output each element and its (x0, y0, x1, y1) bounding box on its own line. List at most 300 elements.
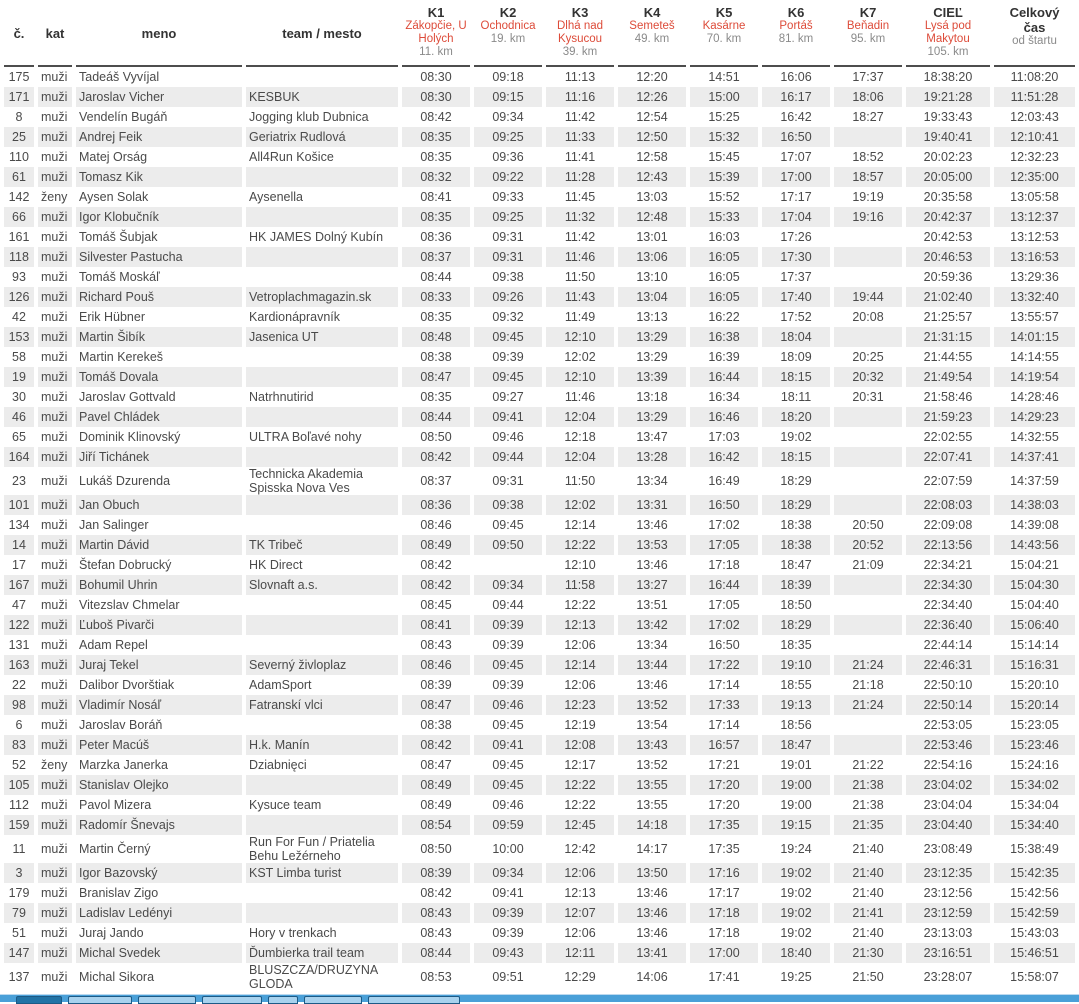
cell-total: 14:39:08 (1010, 518, 1059, 532)
cell-k1: 08:44 (420, 270, 452, 284)
cell-category: muži (41, 270, 68, 284)
cell-k2: 09:46 (492, 430, 524, 444)
cell-category: muži (38, 655, 72, 675)
result-row (4, 515, 1075, 535)
cell-k4: 12:54 (636, 110, 668, 124)
cell-k7 (834, 635, 902, 655)
cell-team (246, 775, 398, 795)
cell-k3: 12:22 (546, 775, 614, 795)
cell-k6: 18:11 (780, 390, 812, 404)
checkpoint-place: Portáš (779, 20, 813, 32)
cell-k6: 16:17 (762, 87, 830, 107)
cell-k5: 15:45 (708, 150, 740, 164)
cell-total: 15:23:05 (1010, 718, 1059, 732)
cell-k1: 08:46 (420, 518, 452, 532)
cell-k6: 19:01 (780, 758, 812, 772)
cell-k1: 08:30 (402, 87, 470, 107)
cell-num: 142 (8, 190, 30, 204)
cell-k5: 16:42 (690, 447, 758, 467)
result-row (4, 755, 1075, 775)
cell-name: Richard Pouš (76, 287, 242, 307)
cell-name: Michal Sikora (79, 970, 155, 984)
result-row (4, 535, 1075, 555)
header-name: meno (76, 2, 242, 67)
cell-k3: 11:13 (564, 70, 596, 84)
cell-category: muži (38, 735, 72, 755)
cell-k7: 21:18 (852, 678, 884, 692)
cell-k3: 11:28 (546, 167, 614, 187)
cell-k2: 09:45 (474, 367, 542, 387)
cell-k5: 17:02 (708, 518, 740, 532)
cell-k6: 19:02 (762, 903, 830, 923)
cell-total: 15:16:31 (994, 655, 1075, 675)
cell-team: Kysuce team (249, 798, 322, 812)
checkpoint-place: Lysá pod Makytou (924, 20, 972, 45)
cell-k7 (834, 427, 902, 447)
cell-category: muži (38, 207, 72, 227)
cell-k5: 17:22 (690, 655, 758, 675)
cell-ciel: 23:16:51 (906, 943, 990, 963)
cell-category: muži (38, 615, 72, 635)
cell-num: 46 (4, 407, 34, 427)
cell-num: 11 (12, 842, 26, 856)
cell-k1: 08:41 (420, 190, 452, 204)
cell-k6: 18:38 (762, 535, 830, 555)
cell-total: 15:20:10 (1010, 678, 1059, 692)
cell-ciel: 22:08:03 (906, 495, 990, 515)
cell-num: 147 (4, 943, 34, 963)
cell-name: Dominik Klinovský (79, 430, 181, 444)
result-row (4, 447, 1075, 467)
result-row (4, 903, 1075, 923)
cell-k3: 12:06 (564, 638, 596, 652)
cell-category: muži (41, 150, 68, 164)
cell-total: 13:55:57 (1010, 310, 1059, 324)
cell-k5: 15:52 (708, 190, 740, 204)
cell-k3: 12:11 (546, 943, 614, 963)
cell-k7 (834, 715, 902, 735)
cell-k7: 21:38 (834, 775, 902, 795)
cell-team (246, 407, 398, 427)
cell-name: Jaroslav Gottvald (79, 390, 176, 404)
cell-k1: 08:35 (420, 390, 452, 404)
result-row (4, 307, 1075, 327)
cell-k3: 11:43 (546, 287, 614, 307)
cell-team: BLUSZCZA/DRUZYNA GLODA (249, 963, 378, 991)
cell-k5: 16:57 (690, 735, 758, 755)
cell-k2: 09:59 (474, 815, 542, 835)
cell-k4: 14:06 (636, 970, 668, 984)
cell-team (246, 903, 398, 923)
cell-name: Radomír Šnevajs (76, 815, 242, 835)
cell-k4: 13:34 (636, 474, 668, 488)
cell-name: Silvester Pastucha (76, 247, 242, 267)
cell-k7: 20:08 (852, 310, 884, 324)
cell-total: 11:51:28 (994, 87, 1075, 107)
cell-ciel: 20:42:37 (906, 207, 990, 227)
cell-k2: 09:41 (474, 407, 542, 427)
cell-category: muži (41, 970, 68, 984)
cell-k7: 21:50 (852, 970, 884, 984)
cell-ciel: 23:04:40 (906, 815, 990, 835)
cell-ciel: 22:07:59 (923, 474, 973, 488)
cell-k2: 09:45 (474, 655, 542, 675)
cell-team: H.k. Manín (246, 735, 398, 755)
checkpoint-code: K3 (571, 5, 589, 20)
cell-k6: 19:02 (780, 430, 812, 444)
result-row (4, 167, 1075, 187)
cell-category: muži (41, 350, 68, 364)
cell-team: KST Limba turist (246, 863, 398, 883)
cell-name: Martin Dávid (76, 535, 242, 555)
cell-ciel: 21:31:15 (906, 327, 990, 347)
cell-k2: 09:34 (492, 110, 524, 124)
cell-name: Pavol Mizera (79, 798, 152, 812)
cell-total: 15:23:46 (994, 735, 1075, 755)
checkpoint-code: K6 (787, 5, 805, 20)
cell-k4: 13:46 (636, 678, 668, 692)
cell-team: Aysenella (249, 190, 303, 204)
cell-team: Kardionápravník (249, 310, 341, 324)
cell-k1: 08:46 (402, 655, 470, 675)
cell-k5: 17:35 (708, 842, 740, 856)
toolbar-segment[interactable] (368, 996, 460, 1004)
cell-k4: 13:10 (636, 270, 668, 284)
cell-k3: 12:29 (564, 970, 596, 984)
cell-team (246, 207, 398, 227)
cell-k6: 19:15 (762, 815, 830, 835)
cell-k3: 12:10 (546, 327, 614, 347)
cell-ciel: 22:50:10 (923, 678, 973, 692)
cell-k7 (834, 127, 902, 147)
bottom-toolbar (0, 994, 1079, 1002)
cell-k5: 17:41 (708, 970, 740, 984)
cell-k3: 12:13 (564, 886, 596, 900)
cell-category: muži (38, 695, 72, 715)
result-row (4, 427, 1075, 447)
result-row (4, 883, 1075, 903)
cell-ciel: 20:35:58 (923, 190, 973, 204)
cell-k5: 17:18 (690, 903, 758, 923)
checkpoint-km: 105. km (927, 46, 969, 58)
cell-team (246, 247, 398, 267)
cell-ciel: 22:13:56 (906, 535, 990, 555)
cell-k6: 17:37 (780, 270, 812, 284)
cell-k6: 19:02 (780, 926, 812, 940)
cell-k1: 08:30 (420, 70, 452, 84)
header-team: team / mesto (246, 2, 398, 67)
result-row (4, 127, 1075, 147)
cell-k2: 09:15 (474, 87, 542, 107)
toolbar-segment[interactable] (304, 996, 362, 1004)
result-row (4, 327, 1075, 347)
cell-total: 15:34:04 (1010, 798, 1059, 812)
result-row (4, 963, 1075, 991)
checkpoint-km: 39. km (562, 46, 598, 58)
cell-k3: 12:19 (564, 718, 596, 732)
cell-k5: 17:35 (690, 815, 758, 835)
cell-total: 15:04:30 (994, 575, 1075, 595)
checkpoint-code: K2 (499, 5, 517, 20)
cell-k6: 18:39 (762, 575, 830, 595)
cell-category: muži (41, 110, 68, 124)
cell-k7 (834, 327, 902, 347)
toolbar-segment[interactable] (268, 996, 298, 1004)
cell-total: 14:43:56 (994, 535, 1075, 555)
cell-total: 13:16:53 (994, 247, 1075, 267)
cell-k6: 18:55 (780, 678, 812, 692)
cell-num: 51 (12, 926, 26, 940)
result-row (4, 695, 1075, 715)
cell-k4: 13:51 (636, 598, 668, 612)
cell-category: muži (38, 815, 72, 835)
cell-category: muži (38, 775, 72, 795)
cell-k7: 20:32 (834, 367, 902, 387)
cell-k5: 17:21 (708, 758, 740, 772)
cell-k1: 08:49 (402, 535, 470, 555)
cell-num: 47 (12, 598, 26, 612)
cell-ciel: 22:36:40 (906, 615, 990, 635)
cell-k5: 16:05 (690, 287, 758, 307)
cell-total: 15:34:02 (994, 775, 1075, 795)
cell-total: 14:28:46 (1010, 390, 1059, 404)
cell-k5: 17:05 (708, 598, 740, 612)
cell-category: muži (38, 367, 72, 387)
cell-k4: 12:48 (618, 207, 686, 227)
cell-team: AdamSport (249, 678, 312, 692)
cell-k3: 11:46 (564, 390, 596, 404)
cell-name: Aysen Solak (79, 190, 149, 204)
cell-num: 17 (12, 558, 26, 572)
cell-k3: 11:33 (546, 127, 614, 147)
cell-num: 14 (4, 535, 34, 555)
cell-ciel: 22:07:41 (906, 447, 990, 467)
cell-k2: 09:22 (474, 167, 542, 187)
cell-k5: 15:25 (708, 110, 740, 124)
cell-k7: 21:40 (852, 886, 884, 900)
cell-k4: 12:43 (618, 167, 686, 187)
cell-num: 61 (4, 167, 34, 187)
cell-ciel: 23:12:35 (906, 863, 990, 883)
cell-num: 112 (9, 798, 29, 812)
header-total-time (994, 2, 1075, 67)
result-row (4, 655, 1075, 675)
cell-k5: 16:39 (708, 350, 740, 364)
cell-k5: 17:18 (708, 558, 740, 572)
checkpoint-place: Dlhá nad Kysucou (556, 20, 604, 45)
cell-ciel: 20:02:23 (923, 150, 973, 164)
cell-num: 23 (12, 474, 26, 488)
cell-k5: 16:46 (690, 407, 758, 427)
cell-k6: 17:26 (780, 230, 812, 244)
cell-k3: 12:06 (564, 926, 596, 940)
cell-k2: 09:45 (492, 758, 524, 772)
cell-k6: 17:40 (762, 287, 830, 307)
toolbar-segment[interactable] (16, 996, 62, 1004)
cell-team (246, 515, 398, 535)
cell-k4: 13:46 (618, 903, 686, 923)
cell-k7: 18:06 (834, 87, 902, 107)
result-row (4, 107, 1075, 127)
cell-category: muži (41, 798, 68, 812)
cell-k3: 12:22 (546, 535, 614, 555)
toolbar-segment[interactable] (202, 996, 262, 1004)
cell-team: Severný živloplaz (246, 655, 398, 675)
cell-category: muži (38, 287, 72, 307)
cell-k3: 11:42 (564, 230, 596, 244)
cell-k6: 17:17 (780, 190, 812, 204)
cell-k5: 15:39 (690, 167, 758, 187)
cell-k1: 08:42 (402, 575, 470, 595)
cell-k5: 17:05 (690, 535, 758, 555)
cell-k4: 12:58 (636, 150, 668, 164)
cell-k1: 08:47 (420, 758, 452, 772)
result-row (4, 207, 1075, 227)
cell-total: 15:42:59 (994, 903, 1075, 923)
cell-team: TK Tribeč (246, 535, 398, 555)
cell-total: 13:12:53 (1010, 230, 1059, 244)
cell-k1: 08:42 (402, 735, 470, 755)
cell-k3: 12:06 (564, 678, 596, 692)
cell-k7 (834, 575, 902, 595)
result-row (4, 815, 1075, 835)
cell-total: 12:35:00 (994, 167, 1075, 187)
cell-ciel: 22:34:21 (923, 558, 973, 572)
result-row (4, 227, 1075, 247)
cell-k2: 09:38 (474, 495, 542, 515)
cell-category: muži (41, 390, 68, 404)
cell-k1: 08:48 (402, 327, 470, 347)
cell-num: 137 (8, 970, 30, 984)
cell-k2: 09:26 (474, 287, 542, 307)
cell-team (246, 635, 398, 655)
cell-k3: 12:04 (546, 407, 614, 427)
cell-name: Peter Macúš (76, 735, 242, 755)
cell-k7 (834, 615, 902, 635)
cell-k6: 18:56 (780, 718, 812, 732)
cell-k4: 13:42 (618, 615, 686, 635)
cell-k1: 08:49 (420, 798, 452, 812)
cell-category: muži (38, 575, 72, 595)
cell-ciel: 20:59:36 (923, 270, 973, 284)
cell-k3: 11:45 (564, 190, 596, 204)
cell-k4: 13:29 (618, 327, 686, 347)
cell-name: Martin Kerekeš (79, 350, 164, 364)
cell-team: HK JAMES Dolný Kubín (249, 230, 384, 244)
cell-team: Fatranskí vlci (246, 695, 398, 715)
cell-ciel: 22:02:55 (923, 430, 973, 444)
cell-k4: 12:26 (618, 87, 686, 107)
cell-total: 15:34:40 (994, 815, 1075, 835)
cell-k6: 18:15 (762, 447, 830, 467)
cell-k3: 12:22 (564, 598, 596, 612)
cell-num: 175 (8, 70, 30, 84)
cell-k1: 08:38 (420, 350, 452, 364)
cell-team: HK Direct (249, 558, 303, 572)
cell-k5: 17:33 (690, 695, 758, 715)
cell-k4: 13:44 (618, 655, 686, 675)
cell-k7: 20:52 (834, 535, 902, 555)
results-table (0, 2, 1079, 991)
cell-k3: 12:13 (546, 615, 614, 635)
cell-category: muži (41, 310, 68, 324)
cell-k2: 09:38 (492, 270, 524, 284)
cell-num: 122 (4, 615, 34, 635)
cell-total: 15:58:07 (1010, 970, 1059, 984)
cell-k3: 12:18 (564, 430, 596, 444)
cell-k4: 13:34 (636, 638, 668, 652)
cell-k6: 18:35 (780, 638, 812, 652)
cell-team (246, 447, 398, 467)
cell-k4: 14:18 (618, 815, 686, 835)
cell-category: muži (38, 863, 72, 883)
toolbar-segment[interactable] (68, 996, 132, 1004)
cell-k2: 09:45 (492, 718, 524, 732)
header-checkpoint-cieľ (906, 2, 990, 67)
cell-k3: 12:14 (546, 655, 614, 675)
result-row (4, 775, 1075, 795)
cell-total: 15:43:03 (1010, 926, 1059, 940)
cell-name: Vitezslav Chmelar (79, 598, 180, 612)
cell-k6: 18:29 (762, 495, 830, 515)
cell-ciel: 22:53:05 (923, 718, 973, 732)
cell-k3: 12:02 (546, 495, 614, 515)
cell-k2: 09:39 (474, 615, 542, 635)
cell-k3: 12:14 (564, 518, 596, 532)
cell-k5: 16:05 (690, 247, 758, 267)
cell-k2: 09:25 (474, 207, 542, 227)
header-checkpoint-k5 (690, 2, 758, 67)
cell-name: Lukáš Dzurenda (79, 474, 171, 488)
cell-category: muži (41, 886, 68, 900)
cell-team: KESBUK (246, 87, 398, 107)
cell-k5: 15:00 (690, 87, 758, 107)
cell-category: muži (38, 247, 72, 267)
cell-name: Jaroslav Boráň (79, 718, 163, 732)
toolbar-segment[interactable] (138, 996, 196, 1004)
cell-k1: 08:39 (402, 863, 470, 883)
cell-k1: 08:42 (420, 558, 452, 572)
cell-k7: 18:27 (852, 110, 884, 124)
cell-ciel: 21:25:57 (923, 310, 973, 324)
cell-k7: 21:09 (852, 558, 884, 572)
cell-num: 126 (4, 287, 34, 307)
cell-num: 93 (12, 270, 26, 284)
cell-k1: 08:35 (402, 207, 470, 227)
cell-k7: 21:40 (852, 842, 884, 856)
cell-name: Bohumil Uhrin (76, 575, 242, 595)
cell-k4: 13:55 (618, 775, 686, 795)
checkpoint-km: 19. km (490, 33, 526, 45)
cell-k1: 08:35 (420, 150, 452, 164)
cell-k5: 16:34 (708, 390, 740, 404)
cell-ciel: 22:54:16 (923, 758, 973, 772)
cell-k6: 19:10 (762, 655, 830, 675)
cell-k3: 11:41 (564, 150, 596, 164)
result-row (4, 407, 1075, 427)
cell-name: Vendelín Bugáň (79, 110, 168, 124)
checkpoint-code: K1 (427, 5, 445, 20)
cell-team: Technicka Akademia Spisska Nova Ves (249, 467, 363, 495)
header-checkpoint-k1 (402, 2, 470, 67)
cell-num: 159 (4, 815, 34, 835)
cell-name: Tomáš Šubjak (79, 230, 158, 244)
cell-total: 14:01:15 (994, 327, 1075, 347)
cell-k1: 08:32 (402, 167, 470, 187)
cell-name: Juraj Jando (79, 926, 144, 940)
cell-k6: 18:40 (762, 943, 830, 963)
cell-k7 (834, 495, 902, 515)
